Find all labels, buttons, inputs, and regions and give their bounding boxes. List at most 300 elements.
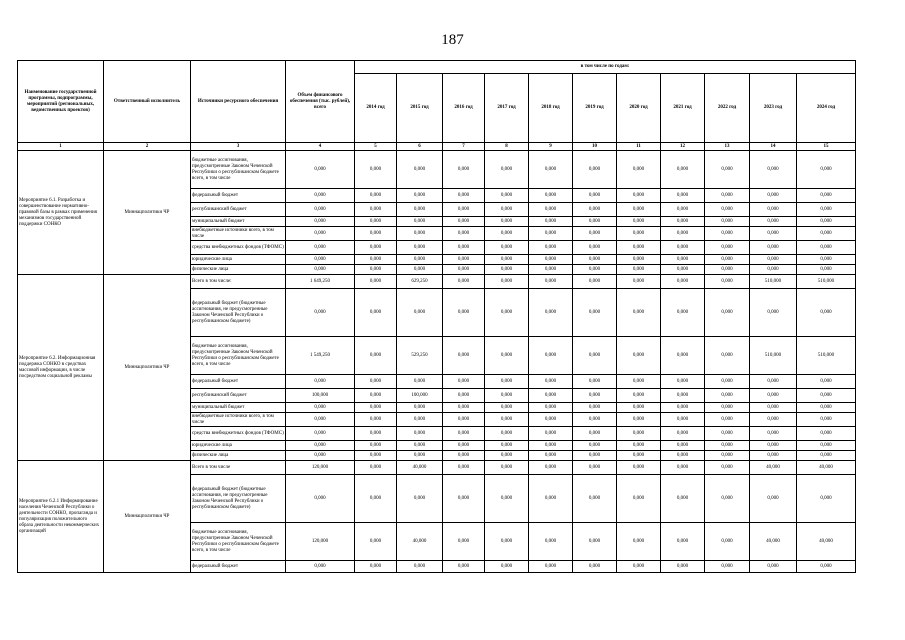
total-volume: 120,000 bbox=[286, 523, 355, 561]
table-row bbox=[18, 275, 856, 289]
year-value: 510,000 bbox=[797, 337, 856, 375]
year-value: 0,000 bbox=[529, 203, 573, 217]
year-value: 0,000 bbox=[617, 375, 661, 389]
year-value: 0,000 bbox=[705, 203, 750, 217]
year-value: 0,000 bbox=[443, 337, 485, 375]
year-value: 0,000 bbox=[750, 561, 797, 573]
year-value: 0,000 bbox=[750, 241, 797, 255]
year-value: 0,000 bbox=[750, 427, 797, 441]
year-value: 0,000 bbox=[573, 275, 617, 289]
year-value: 0,000 bbox=[485, 255, 529, 265]
year-value: 0,000 bbox=[573, 255, 617, 265]
funding-source: республиканский бюджет bbox=[191, 203, 286, 217]
year-value: 0,000 bbox=[573, 441, 617, 451]
year-value: 0,000 bbox=[529, 561, 573, 573]
year-value: 0,000 bbox=[797, 151, 856, 189]
year-value: 0,000 bbox=[397, 255, 443, 265]
year-value: 0,000 bbox=[705, 523, 750, 561]
total-volume: 1 649,250 bbox=[286, 275, 355, 289]
year-value: 0,000 bbox=[705, 389, 750, 403]
year-value: 40,000 bbox=[397, 523, 443, 561]
year-value: 0,000 bbox=[661, 265, 705, 275]
year-value: 0,000 bbox=[661, 151, 705, 189]
year-value: 0,000 bbox=[355, 427, 397, 441]
year-value: 0,000 bbox=[573, 203, 617, 217]
year-value: 0,000 bbox=[750, 375, 797, 389]
year-value: 0,000 bbox=[750, 475, 797, 523]
year-value: 0,000 bbox=[443, 241, 485, 255]
year-value: 0,000 bbox=[397, 189, 443, 203]
header-column-index: 6 bbox=[397, 143, 443, 151]
total-volume: 0,000 bbox=[286, 451, 355, 461]
year-value: 0,000 bbox=[661, 461, 705, 475]
year-value: 0,000 bbox=[355, 451, 397, 461]
year-value: 0,000 bbox=[355, 523, 397, 561]
year-value: 0,000 bbox=[443, 451, 485, 461]
total-volume: 0,000 bbox=[286, 561, 355, 573]
funding-source: муниципальный бюджет bbox=[191, 403, 286, 413]
year-value: 0,000 bbox=[705, 217, 750, 227]
year-value: 0,000 bbox=[617, 265, 661, 275]
total-volume: 0,000 bbox=[286, 189, 355, 203]
year-value: 0,000 bbox=[485, 337, 529, 375]
year-value: 0,000 bbox=[355, 561, 397, 573]
total-volume: 0,000 bbox=[286, 375, 355, 389]
year-value: 0,000 bbox=[661, 451, 705, 461]
year-value: 0,000 bbox=[705, 413, 750, 427]
year-value: 0,000 bbox=[661, 413, 705, 427]
year-value: 0,000 bbox=[529, 265, 573, 275]
year-value: 0,000 bbox=[443, 427, 485, 441]
year-value: 0,000 bbox=[443, 265, 485, 275]
year-value: 0,000 bbox=[443, 561, 485, 573]
year-value: 0,000 bbox=[661, 561, 705, 573]
year-value: 0,000 bbox=[661, 255, 705, 265]
year-value: 0,000 bbox=[797, 441, 856, 451]
year-value: 0,000 bbox=[797, 255, 856, 265]
year-value: 0,000 bbox=[661, 523, 705, 561]
year-value: 0,000 bbox=[705, 375, 750, 389]
year-value: 0,000 bbox=[750, 255, 797, 265]
year-value: 0,000 bbox=[750, 203, 797, 217]
header-year: 2021 год bbox=[661, 74, 705, 143]
header-column-index: 8 bbox=[485, 143, 529, 151]
year-value: 0,000 bbox=[797, 289, 856, 337]
year-value: 0,000 bbox=[443, 275, 485, 289]
year-value: 0,000 bbox=[443, 289, 485, 337]
year-value: 0,000 bbox=[573, 427, 617, 441]
header-year: 2019 год bbox=[573, 74, 617, 143]
year-value: 0,000 bbox=[617, 217, 661, 227]
year-value: 0,000 bbox=[443, 475, 485, 523]
year-value: 40,000 bbox=[797, 523, 856, 561]
header-column-index: 2 bbox=[104, 143, 191, 151]
year-value: 0,000 bbox=[355, 413, 397, 427]
year-value: 0,000 bbox=[355, 475, 397, 523]
year-value: 0,000 bbox=[617, 389, 661, 403]
total-volume: 0,000 bbox=[286, 475, 355, 523]
header-year: 2017 год bbox=[485, 74, 529, 143]
funding-source: средства внебюджетных фондов (ТФОМС) bbox=[191, 427, 286, 441]
year-value: 0,000 bbox=[750, 265, 797, 275]
year-value: 0,000 bbox=[529, 151, 573, 189]
year-value: 0,000 bbox=[705, 265, 750, 275]
funding-source: федеральный бюджет (бюджетные ассигнования, не предусмотренные Законом Чеченской Республики о республиканском бюджете) bbox=[191, 289, 286, 337]
year-value: 0,000 bbox=[529, 275, 573, 289]
year-value: 0,000 bbox=[397, 451, 443, 461]
header-column-index: 4 bbox=[286, 143, 355, 151]
table-row bbox=[18, 461, 856, 475]
year-value: 0,000 bbox=[573, 523, 617, 561]
total-volume: 0,000 bbox=[286, 265, 355, 275]
year-value: 0,000 bbox=[797, 203, 856, 217]
total-volume: 0,000 bbox=[286, 427, 355, 441]
year-value: 0,000 bbox=[617, 413, 661, 427]
year-value: 0,000 bbox=[661, 337, 705, 375]
year-value: 0,000 bbox=[485, 413, 529, 427]
year-value: 0,000 bbox=[661, 203, 705, 217]
total-volume: 1 549,250 bbox=[286, 337, 355, 375]
year-value: 0,000 bbox=[397, 475, 443, 523]
year-value: 0,000 bbox=[443, 189, 485, 203]
year-value: 0,000 bbox=[750, 217, 797, 227]
funding-source: федеральный бюджет (бюджетные ассигнования, не предусмотренные Законом Чеченской Республики о республиканском бюджете) bbox=[191, 475, 286, 523]
funding-source: внебюджетные источники всего, в том числе bbox=[191, 413, 286, 427]
year-value: 0,000 bbox=[485, 461, 529, 475]
year-value: 0,000 bbox=[705, 461, 750, 475]
year-value: 510,000 bbox=[750, 275, 797, 289]
header-year: 2020 год bbox=[617, 74, 661, 143]
header-column-index: 12 bbox=[661, 143, 705, 151]
total-volume: 100,000 bbox=[286, 389, 355, 403]
year-value: 0,000 bbox=[573, 403, 617, 413]
year-value: 0,000 bbox=[661, 427, 705, 441]
year-value: 0,000 bbox=[355, 441, 397, 451]
year-value: 0,000 bbox=[573, 151, 617, 189]
year-value: 0,000 bbox=[617, 289, 661, 337]
funding-source: федеральный бюджет bbox=[191, 375, 286, 389]
year-value: 0,000 bbox=[529, 241, 573, 255]
budget-table bbox=[17, 60, 856, 573]
year-value: 0,000 bbox=[443, 151, 485, 189]
year-value: 0,000 bbox=[443, 375, 485, 389]
year-value: 529,250 bbox=[397, 337, 443, 375]
year-value: 0,000 bbox=[750, 389, 797, 403]
total-volume: 120,000 bbox=[286, 461, 355, 475]
total-volume: 0,000 bbox=[286, 289, 355, 337]
year-value: 0,000 bbox=[573, 451, 617, 461]
year-value: 0,000 bbox=[661, 189, 705, 203]
header-column-index: 7 bbox=[443, 143, 485, 151]
responsible-executor: Миннацполитики ЧР bbox=[104, 461, 191, 573]
year-value: 0,000 bbox=[355, 241, 397, 255]
year-value: 0,000 bbox=[573, 375, 617, 389]
year-value: 0,000 bbox=[617, 241, 661, 255]
year-value: 0,000 bbox=[617, 561, 661, 573]
year-value: 0,000 bbox=[617, 151, 661, 189]
total-volume: 0,000 bbox=[286, 151, 355, 189]
table-row bbox=[18, 151, 856, 189]
year-value: 629,250 bbox=[397, 275, 443, 289]
header-year: 2018 год bbox=[529, 74, 573, 143]
year-value: 0,000 bbox=[661, 441, 705, 451]
header-year: 2023 год bbox=[750, 74, 797, 143]
year-value: 0,000 bbox=[661, 289, 705, 337]
year-value: 0,000 bbox=[705, 451, 750, 461]
header-column-index: 9 bbox=[529, 143, 573, 151]
header-row-top bbox=[18, 61, 856, 74]
year-value: 0,000 bbox=[705, 255, 750, 265]
year-value: 0,000 bbox=[355, 289, 397, 337]
funding-source: республиканский бюджет bbox=[191, 389, 286, 403]
header-source: Источники ресурсного обеспечения bbox=[191, 61, 286, 143]
year-value: 0,000 bbox=[750, 413, 797, 427]
year-value: 0,000 bbox=[797, 189, 856, 203]
year-value: 0,000 bbox=[355, 189, 397, 203]
year-value: 0,000 bbox=[617, 461, 661, 475]
year-value: 0,000 bbox=[705, 227, 750, 241]
year-value: 0,000 bbox=[617, 275, 661, 289]
header-year: 2016 год bbox=[443, 74, 485, 143]
year-value: 0,000 bbox=[573, 227, 617, 241]
year-value: 0,000 bbox=[705, 475, 750, 523]
year-value: 0,000 bbox=[573, 475, 617, 523]
year-value: 0,000 bbox=[529, 227, 573, 241]
year-value: 0,000 bbox=[485, 289, 529, 337]
funding-source: бюджетные ассигнования, предусмотренные Законом Чеченской Республики о республиканском бюджете всего, в том числе bbox=[191, 337, 286, 375]
header-column-index: 14 bbox=[750, 143, 797, 151]
funding-source: внебюджетные источники всего, в том числе bbox=[191, 227, 286, 241]
year-value: 0,000 bbox=[485, 151, 529, 189]
year-value: 0,000 bbox=[617, 227, 661, 241]
funding-source: юридические лица bbox=[191, 441, 286, 451]
header-year: 2015 год bbox=[397, 74, 443, 143]
activity-name: Мероприятие 6.2. Информационная поддержка СОНКО в средствах массовой информации, в числе посредством социальной рекламы bbox=[18, 275, 104, 461]
header-program: Наименование государственной программы, подпрограммы, мероприятий (региональных, ведомственных проектов) bbox=[18, 61, 104, 143]
year-value: 0,000 bbox=[443, 441, 485, 451]
year-value: 0,000 bbox=[750, 227, 797, 241]
year-value: 0,000 bbox=[661, 275, 705, 289]
total-volume: 0,000 bbox=[286, 227, 355, 241]
year-value: 0,000 bbox=[485, 375, 529, 389]
year-value: 0,000 bbox=[485, 227, 529, 241]
year-value: 0,000 bbox=[443, 255, 485, 265]
year-value: 0,000 bbox=[573, 389, 617, 403]
funding-source: Всего в том числе bbox=[191, 461, 286, 475]
year-value: 0,000 bbox=[617, 427, 661, 441]
year-value: 0,000 bbox=[661, 217, 705, 227]
header-column-index: 10 bbox=[573, 143, 617, 151]
year-value: 0,000 bbox=[397, 375, 443, 389]
year-value: 0,000 bbox=[485, 451, 529, 461]
year-value: 0,000 bbox=[750, 441, 797, 451]
year-value: 0,000 bbox=[443, 227, 485, 241]
year-value: 0,000 bbox=[529, 413, 573, 427]
table-body bbox=[18, 151, 856, 573]
year-value: 0,000 bbox=[529, 441, 573, 451]
year-value: 0,000 bbox=[485, 189, 529, 203]
year-value: 0,000 bbox=[397, 289, 443, 337]
funding-source: Всего в том числе: bbox=[191, 275, 286, 289]
year-value: 0,000 bbox=[355, 337, 397, 375]
year-value: 0,000 bbox=[573, 265, 617, 275]
year-value: 0,000 bbox=[705, 275, 750, 289]
year-value: 0,000 bbox=[797, 475, 856, 523]
year-value: 0,000 bbox=[750, 189, 797, 203]
year-value: 0,000 bbox=[573, 289, 617, 337]
header-year: 2022 год bbox=[705, 74, 750, 143]
year-value: 0,000 bbox=[397, 227, 443, 241]
year-value: 0,000 bbox=[355, 217, 397, 227]
year-value: 0,000 bbox=[529, 523, 573, 561]
year-value: 0,000 bbox=[705, 337, 750, 375]
year-value: 0,000 bbox=[355, 275, 397, 289]
year-value: 0,000 bbox=[443, 461, 485, 475]
year-value: 40,000 bbox=[750, 523, 797, 561]
total-volume: 0,000 bbox=[286, 413, 355, 427]
year-value: 0,000 bbox=[485, 441, 529, 451]
year-value: 0,000 bbox=[529, 337, 573, 375]
year-value: 0,000 bbox=[573, 241, 617, 255]
year-value: 0,000 bbox=[617, 189, 661, 203]
year-value: 0,000 bbox=[443, 523, 485, 561]
year-value: 0,000 bbox=[705, 289, 750, 337]
header-column-index: 5 bbox=[355, 143, 397, 151]
year-value: 100,000 bbox=[397, 389, 443, 403]
year-value: 0,000 bbox=[355, 255, 397, 265]
year-value: 0,000 bbox=[485, 389, 529, 403]
year-value: 0,000 bbox=[529, 255, 573, 265]
year-value: 0,000 bbox=[750, 289, 797, 337]
header-executor: Ответственный исполнитель bbox=[104, 61, 191, 143]
year-value: 0,000 bbox=[355, 203, 397, 217]
year-value: 0,000 bbox=[355, 375, 397, 389]
header-column-index: 15 bbox=[797, 143, 856, 151]
year-value: 0,000 bbox=[797, 389, 856, 403]
header-column-index: 3 bbox=[191, 143, 286, 151]
funding-source: федеральный бюджет bbox=[191, 561, 286, 573]
year-value: 0,000 bbox=[573, 561, 617, 573]
year-value: 0,000 bbox=[617, 337, 661, 375]
year-value: 0,000 bbox=[485, 203, 529, 217]
activity-name: Мероприятие 6.2.1 Информирование населения Чеченской Республики о деятельности СОНКО, пропаганда и популяризация положительного образа деятельности некоммерческих организаций bbox=[18, 461, 104, 573]
year-value: 0,000 bbox=[397, 151, 443, 189]
year-value: 0,000 bbox=[397, 203, 443, 217]
year-value: 0,000 bbox=[617, 523, 661, 561]
responsible-executor: Миннацполитики ЧР bbox=[104, 151, 191, 275]
year-value: 0,000 bbox=[661, 389, 705, 403]
year-value: 0,000 bbox=[355, 403, 397, 413]
year-value: 0,000 bbox=[573, 337, 617, 375]
year-value: 0,000 bbox=[797, 227, 856, 241]
year-value: 0,000 bbox=[617, 475, 661, 523]
header-year: 2014 год bbox=[355, 74, 397, 143]
year-value: 0,000 bbox=[617, 255, 661, 265]
year-value: 0,000 bbox=[705, 441, 750, 451]
total-volume: 0,000 bbox=[286, 217, 355, 227]
year-value: 0,000 bbox=[529, 217, 573, 227]
year-value: 0,000 bbox=[529, 461, 573, 475]
year-value: 0,000 bbox=[797, 561, 856, 573]
year-value: 0,000 bbox=[617, 441, 661, 451]
year-value: 0,000 bbox=[705, 403, 750, 413]
funding-source: физические лица bbox=[191, 451, 286, 461]
year-value: 0,000 bbox=[705, 427, 750, 441]
year-value: 0,000 bbox=[750, 451, 797, 461]
year-value: 0,000 bbox=[355, 461, 397, 475]
year-value: 0,000 bbox=[443, 203, 485, 217]
year-value: 0,000 bbox=[661, 475, 705, 523]
year-value: 0,000 bbox=[661, 227, 705, 241]
year-value: 0,000 bbox=[485, 265, 529, 275]
year-value: 0,000 bbox=[617, 203, 661, 217]
funding-source: юридические лица bbox=[191, 255, 286, 265]
year-value: 0,000 bbox=[485, 403, 529, 413]
year-value: 0,000 bbox=[443, 389, 485, 403]
year-value: 0,000 bbox=[397, 561, 443, 573]
page-number: 187 bbox=[441, 32, 464, 48]
year-value: 0,000 bbox=[485, 475, 529, 523]
funding-source: бюджетные ассигнования, предусмотренные Законом Чеченской Республики о республиканском бюджете всего, в том числе bbox=[191, 523, 286, 561]
year-value: 510,000 bbox=[797, 275, 856, 289]
year-value: 0,000 bbox=[797, 427, 856, 441]
activity-name: Мероприятие 6.1. Разработка и совершенствование нормативно-правовой базы в рамках применения механизмов государственной поддержки СОНКО bbox=[18, 151, 104, 275]
year-value: 0,000 bbox=[485, 275, 529, 289]
year-value: 0,000 bbox=[355, 265, 397, 275]
year-value: 0,000 bbox=[443, 413, 485, 427]
funding-source: федеральный бюджет bbox=[191, 189, 286, 203]
year-value: 0,000 bbox=[573, 461, 617, 475]
total-volume: 0,000 bbox=[286, 241, 355, 255]
funding-source: бюджетные ассигнования, предусмотренные Законом Чеченской Республики о республиканском бюджете всего, в том числе bbox=[191, 151, 286, 189]
year-value: 0,000 bbox=[529, 375, 573, 389]
total-volume: 0,000 bbox=[286, 403, 355, 413]
funding-source: физические лица bbox=[191, 265, 286, 275]
year-value: 0,000 bbox=[529, 451, 573, 461]
year-value: 0,000 bbox=[397, 427, 443, 441]
year-value: 40,000 bbox=[397, 461, 443, 475]
year-value: 40,000 bbox=[797, 461, 856, 475]
year-value: 40,000 bbox=[750, 461, 797, 475]
year-value: 0,000 bbox=[355, 227, 397, 241]
header-column-index: 13 bbox=[705, 143, 750, 151]
year-value: 0,000 bbox=[661, 403, 705, 413]
year-value: 0,000 bbox=[529, 403, 573, 413]
total-volume: 0,000 bbox=[286, 255, 355, 265]
year-value: 0,000 bbox=[797, 375, 856, 389]
total-volume: 0,000 bbox=[286, 203, 355, 217]
year-value: 0,000 bbox=[529, 189, 573, 203]
year-value: 0,000 bbox=[750, 403, 797, 413]
year-value: 0,000 bbox=[617, 451, 661, 461]
year-value: 0,000 bbox=[529, 289, 573, 337]
year-value: 0,000 bbox=[797, 403, 856, 413]
year-value: 0,000 bbox=[529, 427, 573, 441]
year-value: 0,000 bbox=[485, 427, 529, 441]
header-volume: Объем финансового обеспечения (тыс. рублей), всего bbox=[286, 61, 355, 143]
year-value: 0,000 bbox=[485, 217, 529, 227]
year-value: 0,000 bbox=[443, 217, 485, 227]
year-value: 0,000 bbox=[397, 413, 443, 427]
header-column-index: 11 bbox=[617, 143, 661, 151]
year-value: 510,000 bbox=[750, 337, 797, 375]
year-value: 0,000 bbox=[397, 441, 443, 451]
year-value: 0,000 bbox=[397, 265, 443, 275]
year-value: 0,000 bbox=[443, 403, 485, 413]
year-value: 0,000 bbox=[485, 561, 529, 573]
year-value: 0,000 bbox=[529, 389, 573, 403]
year-value: 0,000 bbox=[797, 217, 856, 227]
